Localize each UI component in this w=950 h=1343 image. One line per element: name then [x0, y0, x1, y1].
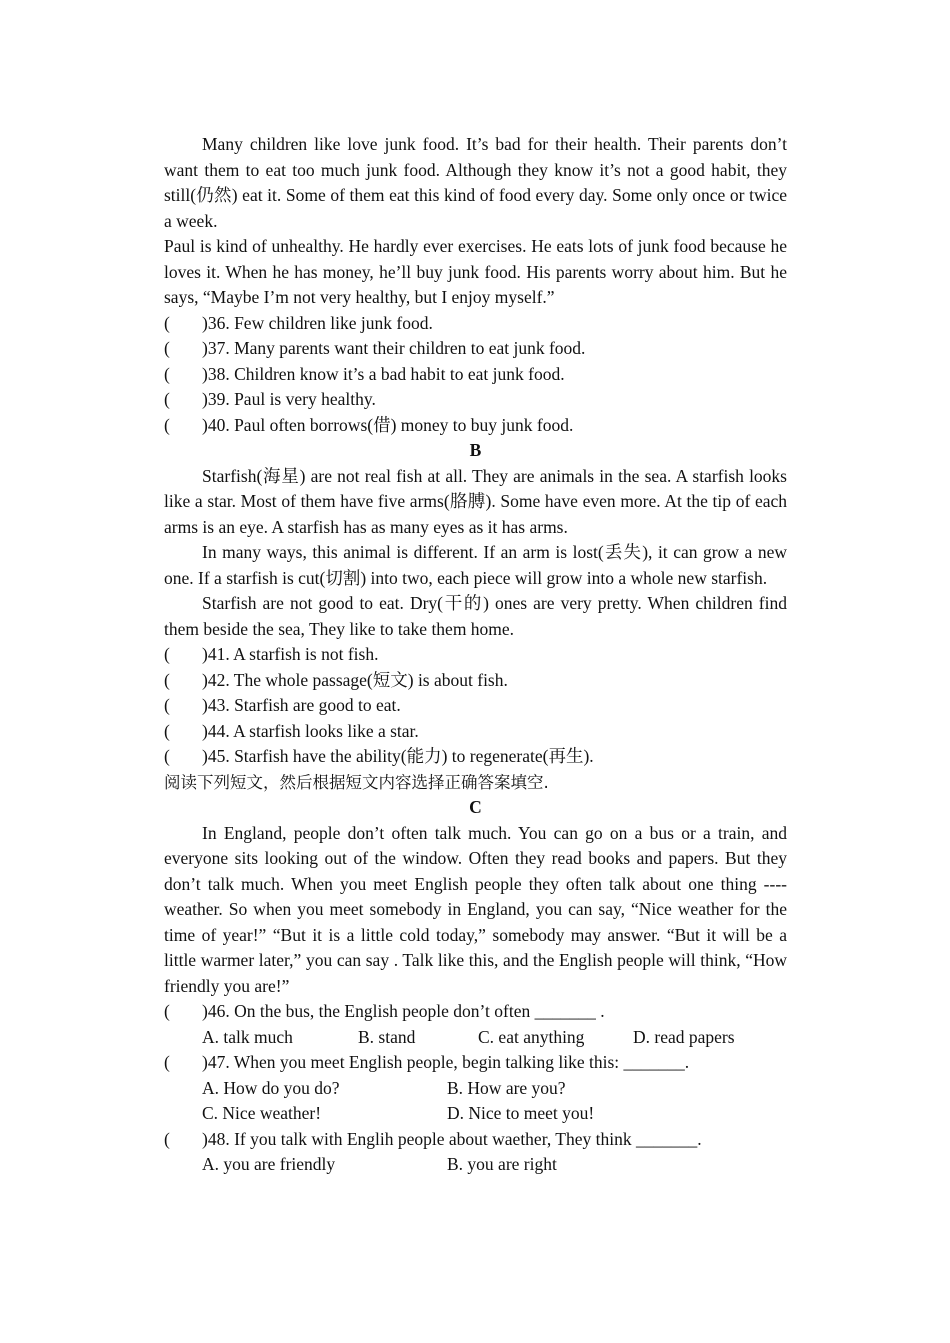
question-text: )42. The whole passage(短文) is about fish. — [202, 669, 508, 690]
question-38 — [164, 362, 787, 388]
question-text: )39. Paul is very healthy. — [202, 389, 376, 409]
question-text: )46. On the bus, the English people don’t often _______ . — [202, 1001, 605, 1021]
option-d[interactable]: D. read papers — [633, 1026, 735, 1047]
passage-b-paragraph-1: Starfish(海星) are not real fish at all. They are animals in the sea. A starfish looks like a star. Most of them have five arms(胳膊). Some have even more. At the tip of each arms is an eye. A starfish has as many eyes as it has arms. — [164, 465, 787, 537]
question-48-options — [202, 1152, 787, 1178]
answer-blank[interactable]: ( — [164, 363, 170, 384]
option-b[interactable]: B. stand — [358, 1026, 416, 1047]
question-text: )48. If you talk with Englih people about waether, They think _______. — [202, 1128, 702, 1149]
answer-blank[interactable]: ( — [164, 338, 170, 358]
answer-blank[interactable]: ( — [164, 695, 170, 715]
question-text: )47. When you meet English people, begin talking like this: _______. — [202, 1052, 690, 1072]
option-b[interactable]: B. How are you? — [447, 1077, 566, 1098]
question-text: )40. Paul often borrows(借) money to buy junk food. — [202, 414, 574, 435]
question-47-options-row-2 — [202, 1101, 787, 1127]
option-c[interactable]: C. Nice weather! — [202, 1103, 322, 1123]
passage-a-paragraph-1: Many children like love junk food. It’s bad for their health. Their parents don’t want them to eat too much junk food. Although they know it’s not a good habit, they still(仍然) eat it. Some of them eat this kind of food every day. Some only once or twice a week. — [164, 134, 787, 231]
question-47 — [164, 1050, 787, 1076]
question-36 — [164, 311, 787, 337]
passage-c-paragraph-1: In England, people don’t often talk much. You can go on a bus or a train, and everyone sits looking out of the window. Often they read books and papers. But they don’t talk much. When you meet English people they often talk about one thing ---- weather. So when you meet somebody in England, you can say, “Nice weather for the time of year!” “But it is a little cold today,” somebody may answer. “But it will be a little warmer later,” you can say . Talk like this, and the English people will think, “How friendly you are!” — [164, 822, 787, 996]
question-44 — [164, 719, 787, 745]
question-46-options — [202, 1025, 787, 1051]
answer-blank[interactable]: ( — [164, 414, 170, 435]
option-d[interactable]: D. Nice to meet you! — [447, 1103, 595, 1123]
passage-b-paragraph-2: In many ways, this animal is different. If an arm is lost(丢失), it can grow a new one. If a starfish is cut(切割) into two, each piece will grow into a whole new starfish. — [164, 542, 787, 588]
question-43 — [164, 693, 787, 719]
answer-blank[interactable]: ( — [164, 1052, 170, 1072]
answer-blank[interactable]: ( — [164, 669, 170, 690]
answer-blank[interactable]: ( — [164, 746, 170, 766]
question-text: )45. Starfish have the ability(能力) to regenerate(再生). — [202, 746, 594, 766]
question-40 — [164, 413, 787, 439]
option-a[interactable]: A. How do you do? — [202, 1077, 340, 1098]
answer-blank[interactable]: ( — [164, 312, 170, 333]
question-39 — [164, 387, 787, 413]
question-48 — [164, 1127, 787, 1153]
question-37 — [164, 336, 787, 362]
option-a[interactable]: A. talk much — [202, 1026, 293, 1047]
question-41 — [164, 642, 787, 668]
question-text: )41. A starfish is not fish. — [202, 644, 379, 664]
question-text: )38. Children know it’s a bad habit to eat junk food. — [202, 363, 565, 384]
section-heading-b: B — [469, 440, 482, 460]
option-a[interactable]: A. you are friendly — [202, 1154, 336, 1174]
passage-b-paragraph-3: Starfish are not good to eat. Dry(干的) ones are very pretty. When children find them beside the sea, They like to take them home. — [164, 593, 787, 639]
passage-a-paragraph-2: Paul is kind of unhealthy. He hardly ever exercises. He eats lots of junk food because he loves it. When he has money, he’ll buy junk food. His parents worry about him. But he says, “Maybe I’m not very healthy, but I enjoy myself.” — [164, 236, 787, 307]
worksheet-page — [164, 132, 787, 1178]
section-heading-c: C — [469, 797, 482, 817]
answer-blank[interactable]: ( — [164, 389, 170, 409]
question-42 — [164, 668, 787, 694]
question-45 — [164, 744, 787, 770]
answer-blank[interactable]: ( — [164, 720, 170, 741]
answer-blank[interactable]: ( — [164, 1128, 170, 1149]
answer-blank[interactable]: ( — [164, 644, 170, 664]
chinese-instruction: 阅读下列短文，然后根据短文内容选择正确答案填空. — [164, 772, 549, 792]
option-b[interactable]: B. you are right — [447, 1154, 557, 1174]
question-47-options-row-1 — [202, 1076, 787, 1102]
option-c[interactable]: C. eat anything — [478, 1026, 585, 1047]
question-text: )37. Many parents want their children to eat junk food. — [202, 338, 586, 358]
question-text: )43. Starfish are good to eat. — [202, 695, 401, 715]
question-text: )44. A starfish looks like a star. — [202, 720, 419, 741]
question-46 — [164, 999, 787, 1025]
answer-blank[interactable]: ( — [164, 1001, 170, 1021]
question-text: )36. Few children like junk food. — [202, 312, 433, 333]
